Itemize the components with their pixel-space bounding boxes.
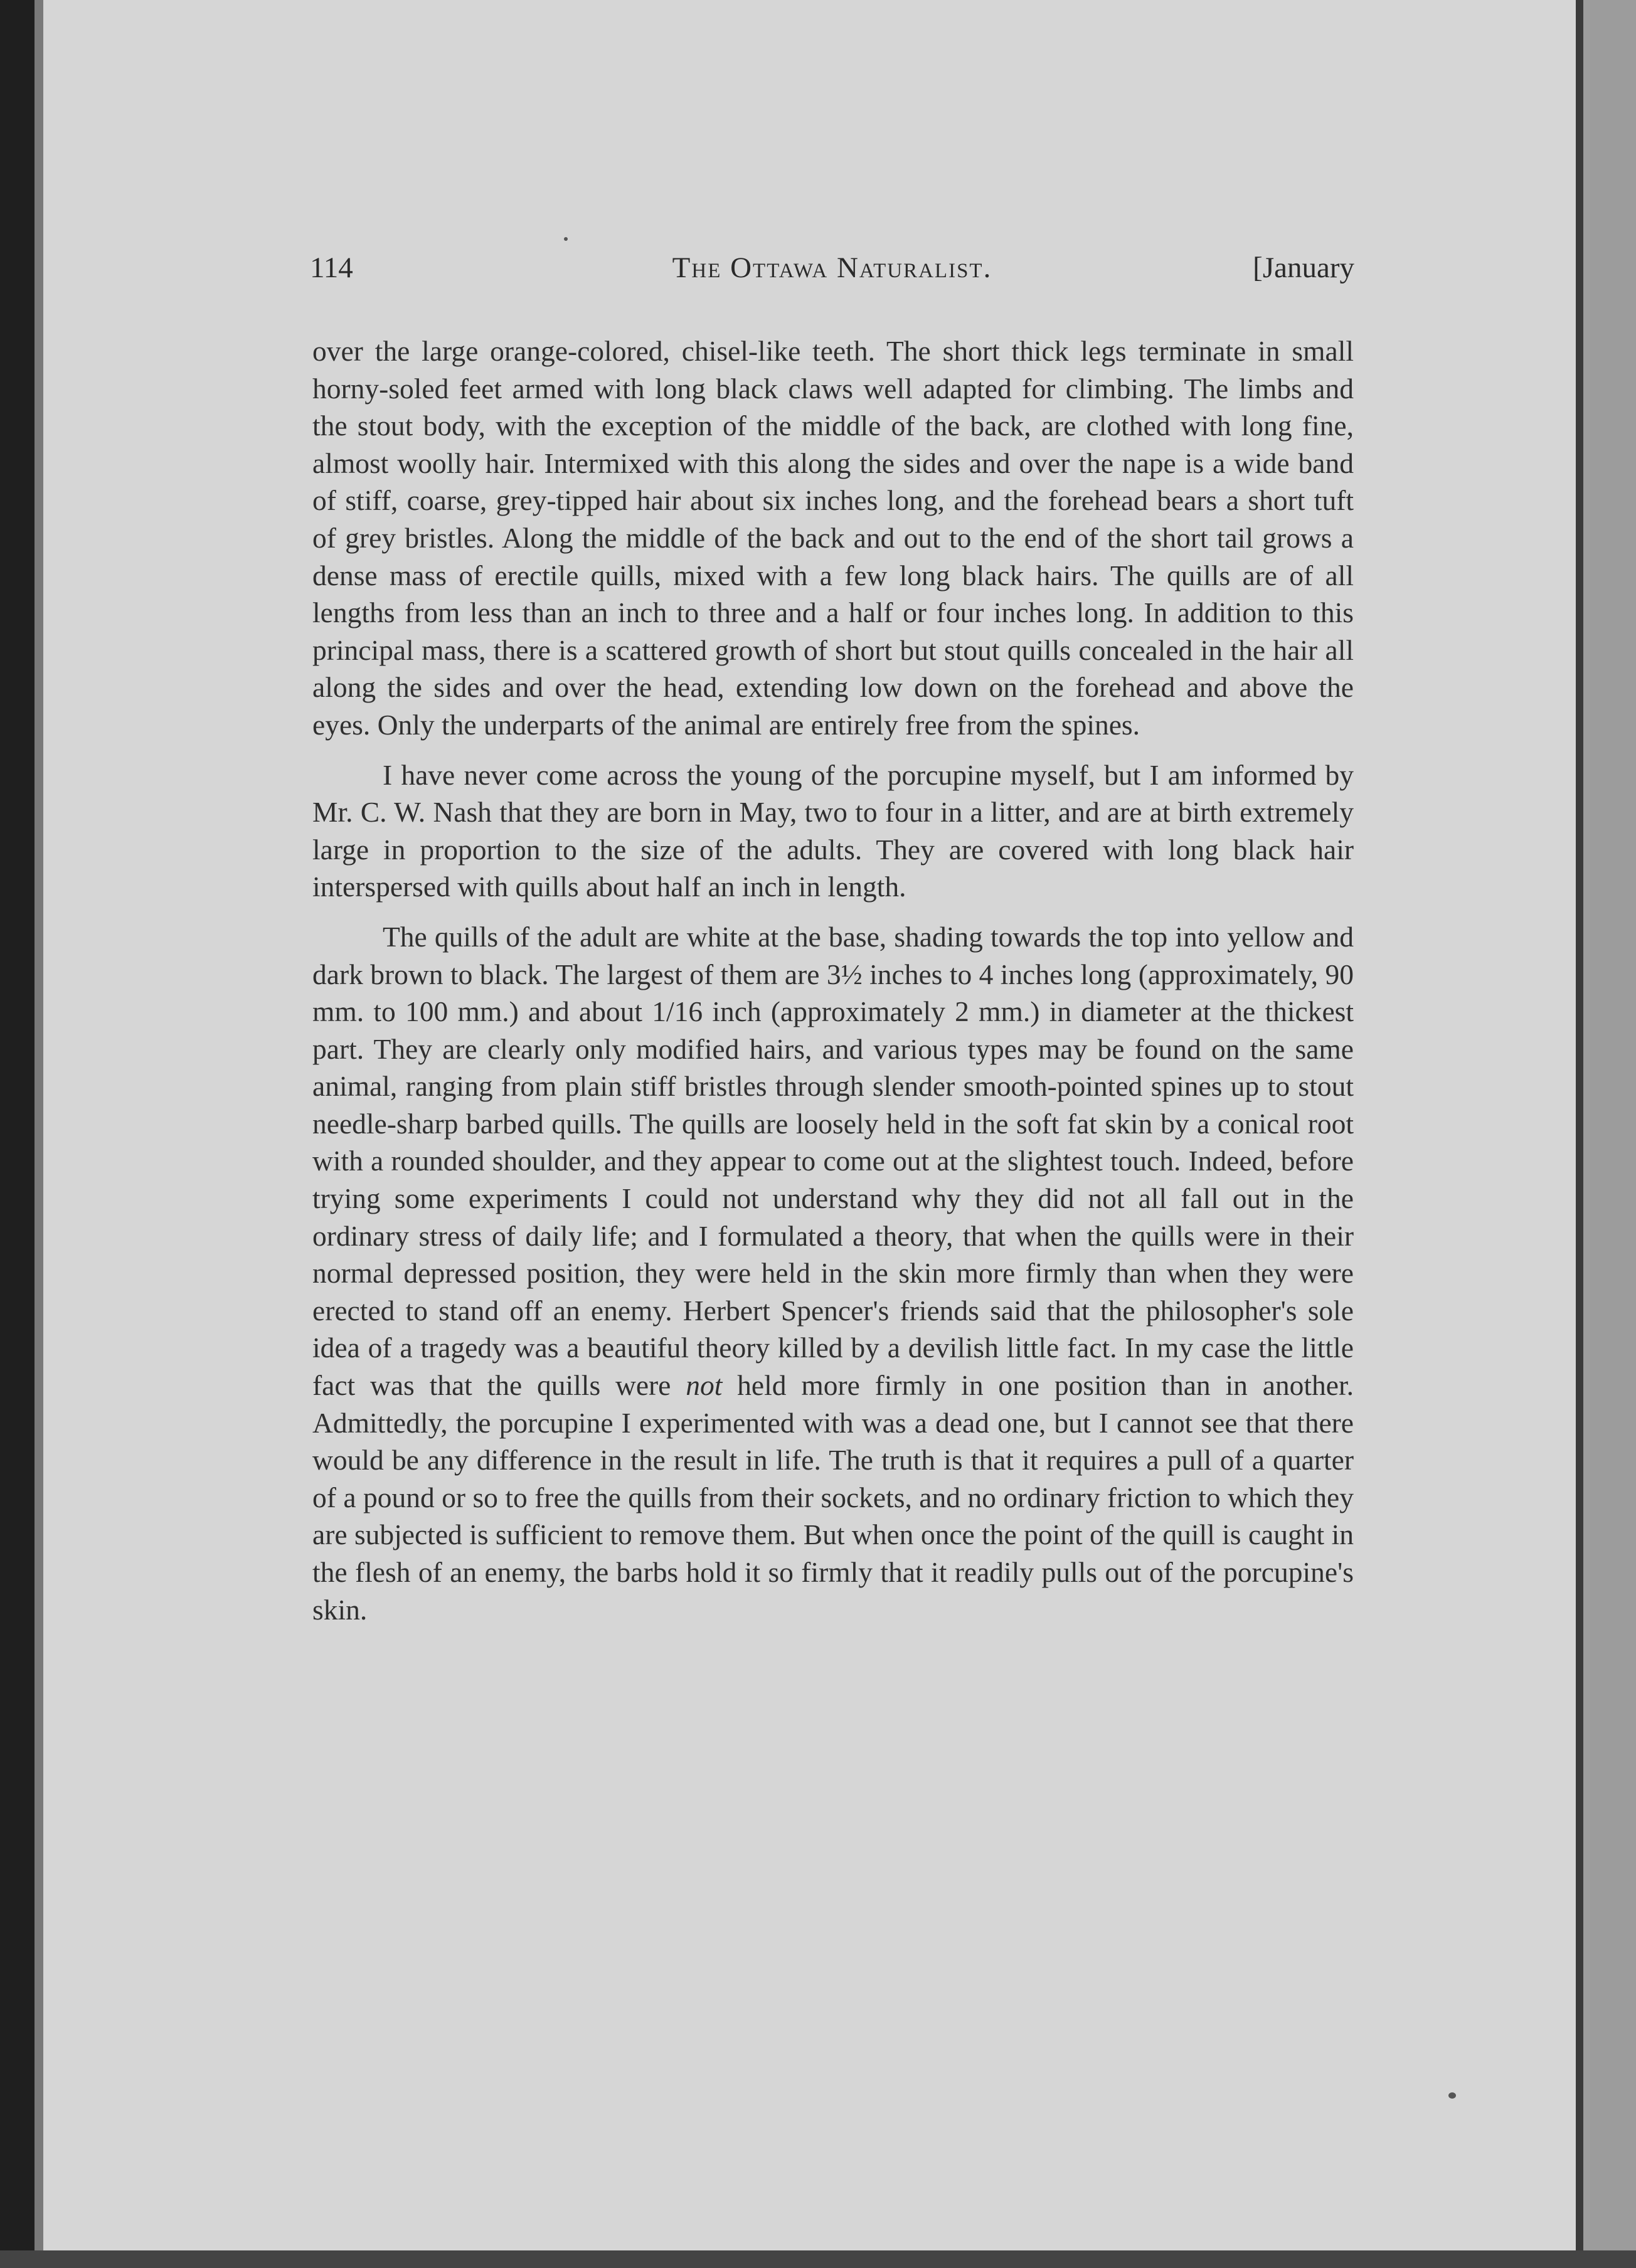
facing-page-edge: [1583, 0, 1636, 2268]
paragraph-1: over the large orange-colored, chisel-like teeth. The short thick legs terminate in small horny-soled feet armed with long black claws well adapted for climbing. The limbs and the stout body, with the exception of the middle of the back, are clothed with long fine, almost woolly hair. Intermixed with this along the sides and over the nape is a wide band of stiff, coarse, grey-tipped hair about six inches long, and the forehead bears a short tuft of grey bristles. Along the middle of the back and out to the end of the short tail grows a dense mass of erectile quills, mixed with a few long black hairs. The quills are of all lengths from less than an inch to three and a half or four inches long. In addition to this principal mass, there is a scattered growth of short but stout quills concealed in the hair all along the sides and over the head, extending low down on the forehead and above the eyes. Only the underparts of the animal are entirely free from the spines.: [312, 335, 1354, 741]
dust-speck: [1448, 2092, 1456, 2099]
article-body: [312, 332, 1354, 1641]
binding-edge-left: [35, 0, 43, 2268]
binding-shadow-left: [0, 0, 35, 2268]
issue-month: [January: [1253, 252, 1354, 284]
paragraph-2: I have never come across the young of the porcupine myself, but I am informed by Mr. C. W. Nash that they are born in May, two to four in a litter, and are at birth extremely large in proportion to the size of the adults. They are covered with long black hair interspersed with quills about half an inch in length.: [312, 758, 1354, 903]
emphasis-not: not: [686, 1369, 723, 1402]
binding-edge-right: [1576, 0, 1583, 2268]
page-sheet: [43, 0, 1576, 2250]
paragraph-3-part-1: The quills of the adult are white at the base, shading towards the top into yellow and dark brown to black. The largest of them are 3½ inches to 4 inches long (approximately, 90 mm. to 100 mm.) and about 1/16 inch (approximately 2 mm.) in diameter at the thickest part. They are clearly only modified hairs, and various types may be found on the same animal, ranging from plain stiff bristles through slender smooth-pointed spines up to stout needle-sharp barbed quills. The quills are loosely held in the soft fat skin by a conical root with a rounded shoulder, and they appear to come out at the slightest touch. Indeed, before trying some experiments I could not understand why they did not all fall out in the ordinary stress of daily life; and I formulated a theory, that when the quills were in their normal depressed position, they were held in the skin more firmly than when they were erected to stand off an enemy. Herbert Spencer's friends said that the philosopher's sole idea of a tragedy was a beautiful theory killed by a devilish little fact. In my case the little fact was that the quills were: [312, 920, 1354, 1402]
page-header: [310, 251, 1354, 295]
paragraph-3: [312, 918, 1354, 1628]
running-title: The Ottawa Naturalist.: [672, 252, 992, 284]
paragraph-3-part-2: held more firmly in one position than in another. Admittedly, the porcupine I experimented with was a dead one, but I cannot see that there would be any difference in the result in life. The truth is that it requires a pull of a quarter of a pound or so to free the quills from their sockets, and no ordinary friction to which they are subjected is sufficient to remove them. But when once the point of the quill is caught in the flesh of an enemy, the barbs hold it so firmly that it readily pulls out of the porcupine's skin.: [312, 1369, 1354, 1626]
page-number: 114: [310, 252, 353, 284]
scan-bottom-edge: [0, 2250, 1636, 2268]
dust-speck: [564, 237, 568, 241]
